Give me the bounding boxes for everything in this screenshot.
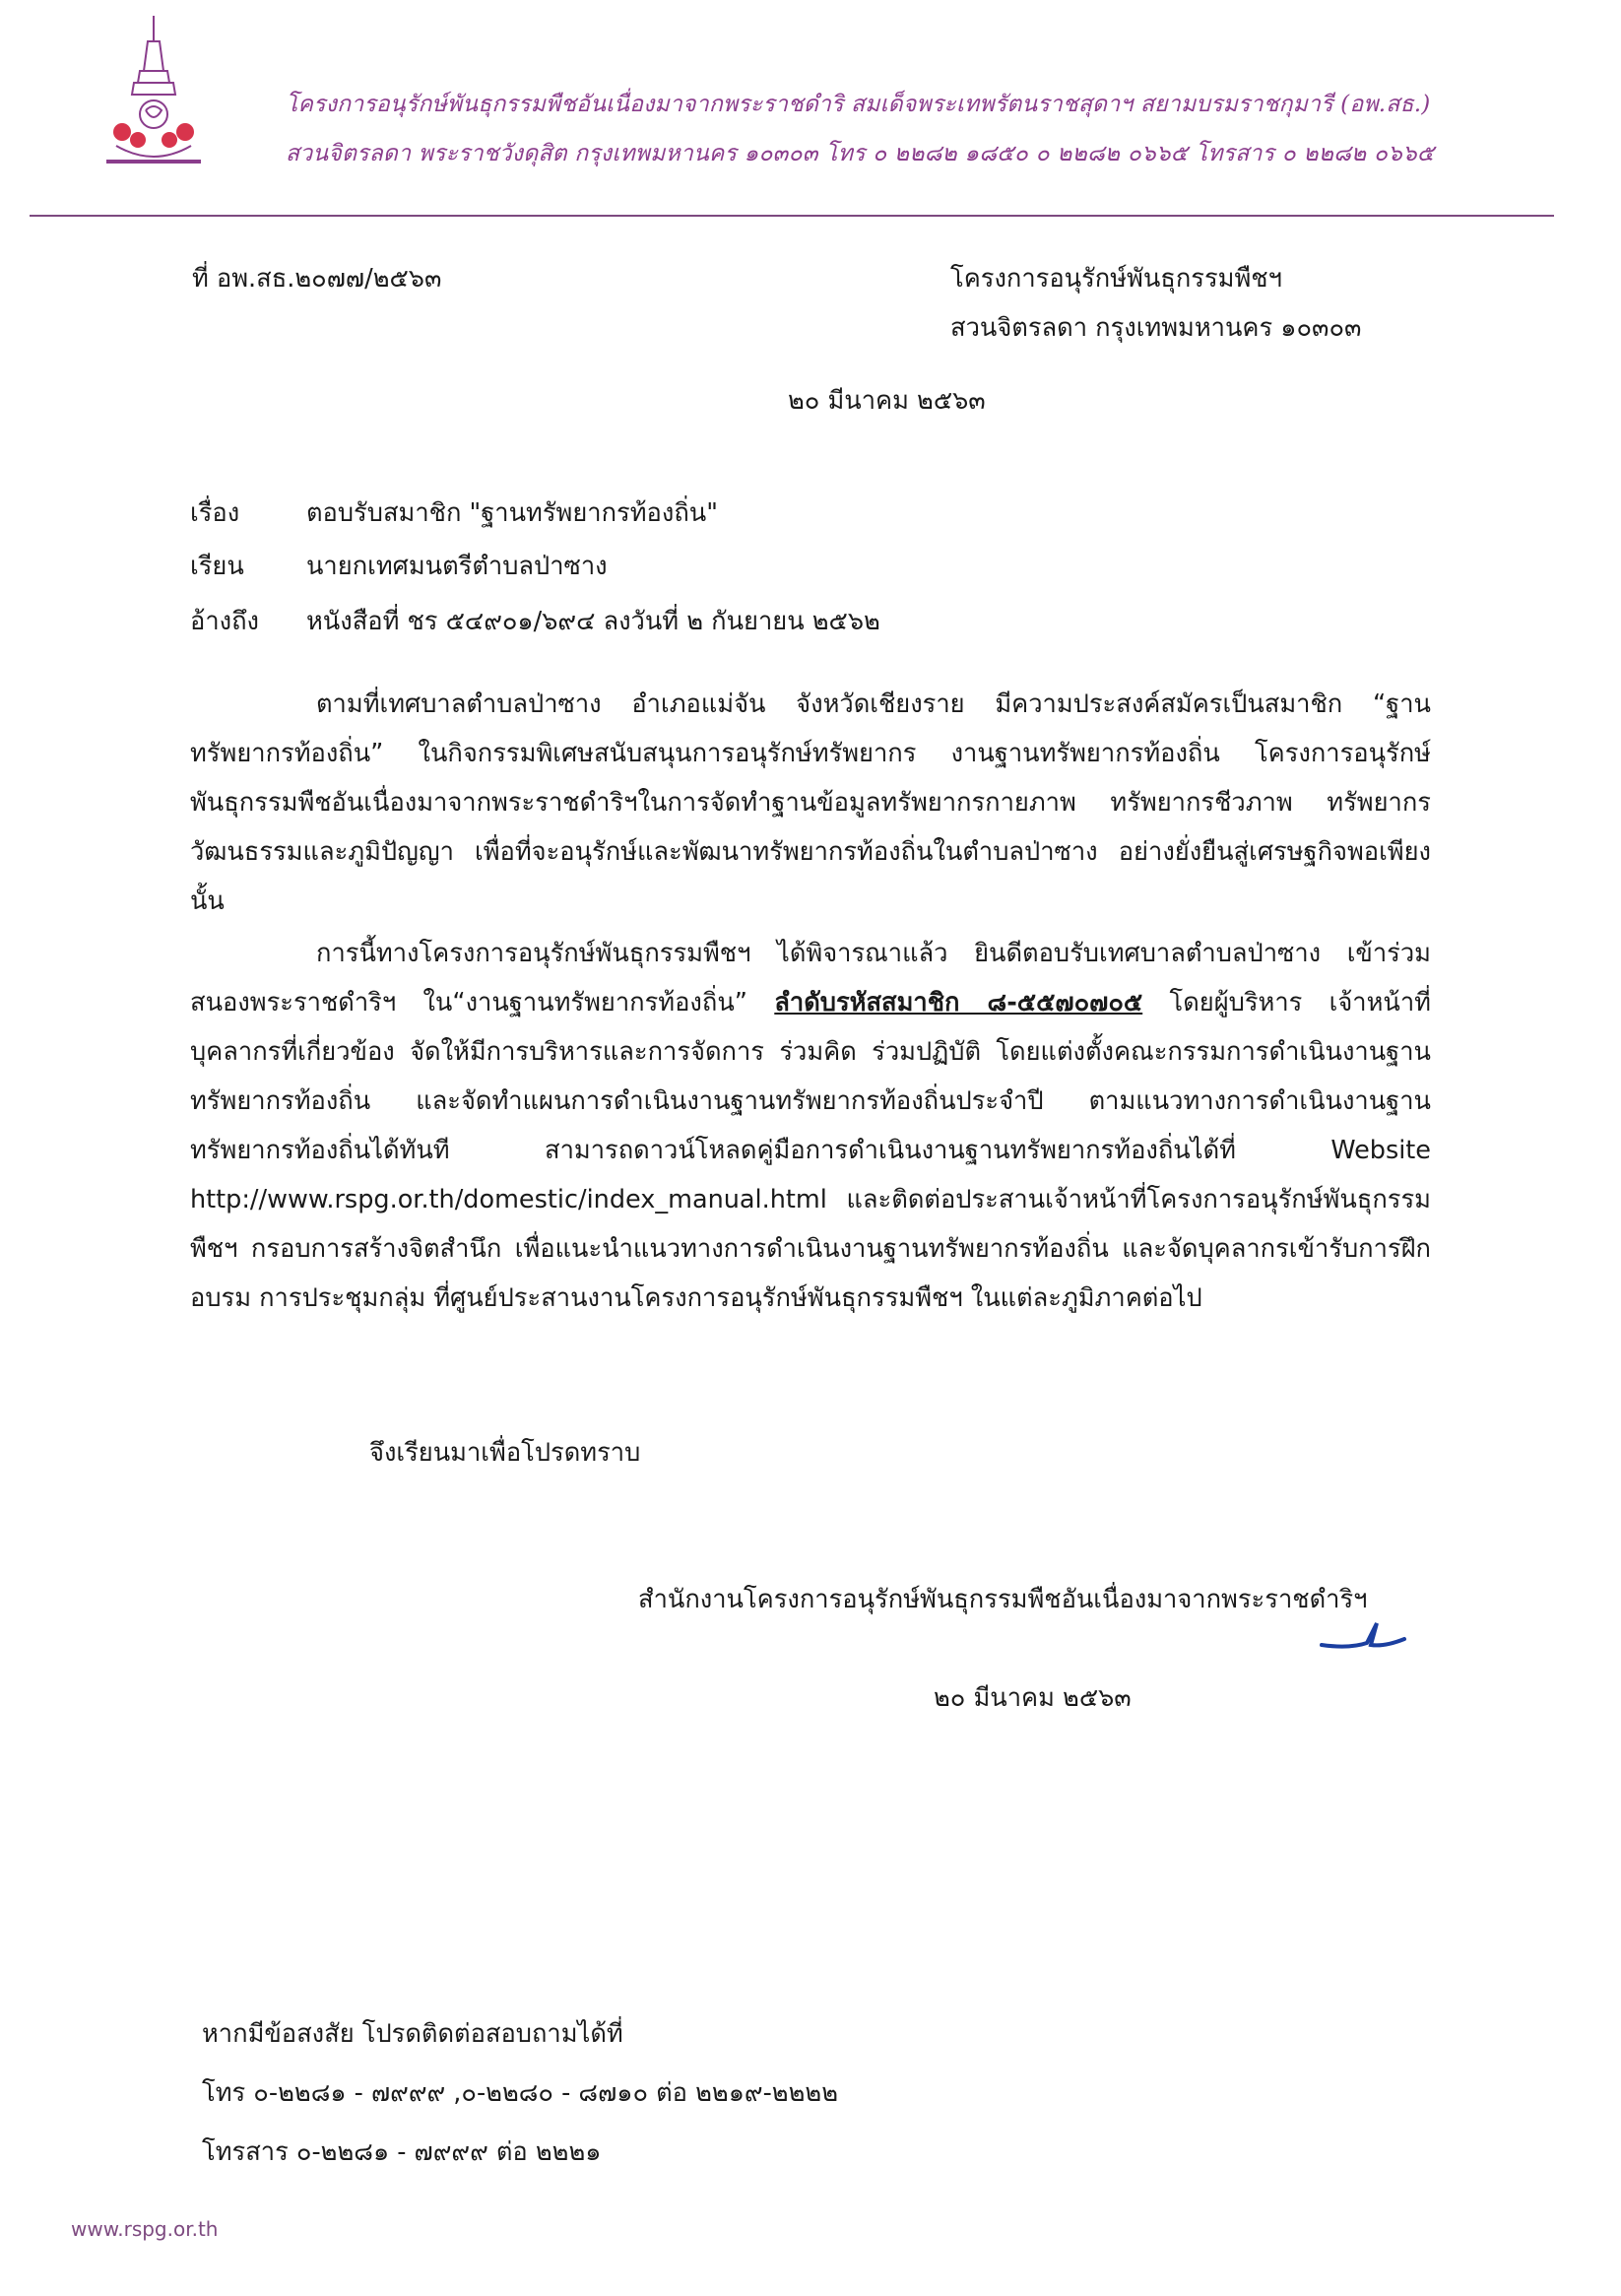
letterhead-title: โครงการอนุรักษ์พันธุกรรมพืชอันเนื่องมาจากพระราชดำริ สมเด็จพระเทพรัตนราชสุดาฯ สยามบรมราชกุมารี (อพ.สธ.) (286, 92, 1431, 117)
reference-number: ที่ อพ.สธ.๒๐๗๗/๒๕๖๓ (192, 264, 442, 294)
reference-label: อ้างถึง (190, 607, 259, 636)
sender-line-2: สวนจิตรลดา กรุงเทพมหานคร ๑๐๓๐๓ (950, 313, 1362, 343)
reference-text: หนังสือที่ ชร ๕๔๙๐๑/๖๙๔ ลงวันที่ ๒ กันยายน ๒๕๖๒ (306, 607, 880, 636)
recipient-row (190, 542, 608, 591)
closing-line: จึงเรียนมาเพื่อโปรดทราบ (369, 1438, 641, 1468)
signer-organization: สำนักงานโครงการอนุรักษ์พันธุกรรมพืชอันเนื่องมาจากพระราชดำริฯ (638, 1585, 1368, 1614)
reference-row (190, 597, 880, 646)
letter-date: ๒๐ มีนาคม ๒๕๖๓ (788, 386, 986, 416)
signature-date: ๒๐ มีนาคม ๒๕๖๓ (934, 1683, 1132, 1713)
member-code: ลำดับรหัสสมาชิก ๘-๕๕๗๐๗๐๕ (774, 988, 1143, 1017)
contact-intro: หากมีข้อสงสัย โปรดติดต่อสอบถามได้ที่ (202, 2019, 623, 2049)
contact-fax: โทรสาร ๐-๒๒๘๑ - ๗๙๙๙ ต่อ ๒๒๒๑ (202, 2137, 602, 2167)
recipient-text: นายกเทศมนตรีตำบลป่าซาง (306, 552, 608, 581)
recipient-label: เรียน (190, 552, 244, 581)
letterhead-divider (30, 215, 1554, 217)
subject-label: เรื่อง (190, 498, 240, 528)
subject-row (190, 489, 718, 538)
body-paragraph-2 (190, 929, 1431, 1323)
subject-text: ตอบรับสมาชิก "ฐานทรัพยากรท้องถิ่น" (306, 498, 718, 528)
rspg-emblem-icon (98, 12, 209, 179)
contact-phone: โทร ๐-๒๒๘๑ - ๗๙๙๙ ,๐-๒๒๘๐ - ๘๗๑๐ ต่อ ๒๒๑๙-๒๒๒๒ (202, 2078, 839, 2108)
signature-mark-icon (1320, 1615, 1408, 1655)
letterhead-address: สวนจิตรลดา พระราชวังดุสิต กรุงเทพมหานคร ๑๐๓๐๓ โทร ๐ ๒๒๘๒ ๑๘๕๐ ๐ ๒๒๘๒ ๐๖๖๕ โทรสาร ๐ ๒๒๘๒ ๐๖๖๕ (286, 141, 1435, 166)
paragraph-2-rest: โดยผู้บริหาร เจ้าหน้าที่ บุคลากรที่เกี่ยวข้อง จัดให้มีการบริหารและการจัดการ ร่วมคิด ร่วมปฏิบัติ โดยแต่งตั้งคณะกรรมการดำเนินงานฐานทรัพยากรท้องถิ่น และจัดทำแผนการดำเนินงานฐานทรัพยากรท้องถิ่นประจำปี ตามแนวทางการดำเนินงานฐานทรัพยากรท้องถิ่นได้ทันที สามารถดาวน์โหลดคู่มือการดำเนินงานฐานทรัพยากรท้องถิ่นได้ที่ Website http://www.rspg.or.th/domestic/index_manual.html และติดต่อประสานเจ้าหน้าที่โครงการอนุรักษ์พันธุกรรมพืชฯ กรอบการสร้างจิตสำนึก เพื่อแนะนำแนวทางการดำเนินงานฐานทรัพยากรท้องถิ่น และจัดบุคลากรเข้ารับการฝึกอบรม การประชุมกลุ่ม ที่ศูนย์ประสานงานโครงการอนุรักษ์พันธุกรรมพืชฯ ในแต่ละภูมิภาคต่อไป (190, 988, 1431, 1313)
sender-address (950, 254, 1361, 353)
body-paragraph-1: ตามที่เทศบาลตำบลป่าซาง อำเภอแม่จัน จังหวัดเชียงราย มีความประสงค์สมัครเป็นสมาชิก “ฐานทรัพยากรท้องถิ่น” ในกิจกรรมพิเศษสนับสนุนการอนุรักษ์ทรัพยากร งานฐานทรัพยากรท้องถิ่น โครงการอนุรักษ์พันธุกรรมพืชอันเนื่องมาจากพระราชดำริฯในการจัดทำฐานข้อมูลทรัพยากรกายภาพ ทรัพยากรชีวภาพ ทรัพยากรวัฒนธรรมและภูมิปัญญา เพื่อที่จะอนุรักษ์และพัฒนาทรัพยากรท้องถิ่นในตำบลป่าซาง อย่างยั่งยืนสู่เศรษฐกิจพอเพียง นั้น (190, 689, 1431, 916)
sender-line-1: โครงการอนุรักษ์พันธุกรรมพืชฯ (950, 264, 1282, 294)
paragraph-2-intro: การนี้ทางโครงการอนุรักษ์พันธุกรรมพืชฯ ได้พิจารณาแล้ว ยินดีตอบรับเทศบาลตำบลป่าซาง เข้าร่วมสนองพระราชดำริฯ ใน“งานฐานทรัพยากรท้องถิ่น” (190, 939, 1431, 1017)
footer-website[interactable]: www.rspg.or.th (71, 2217, 219, 2241)
